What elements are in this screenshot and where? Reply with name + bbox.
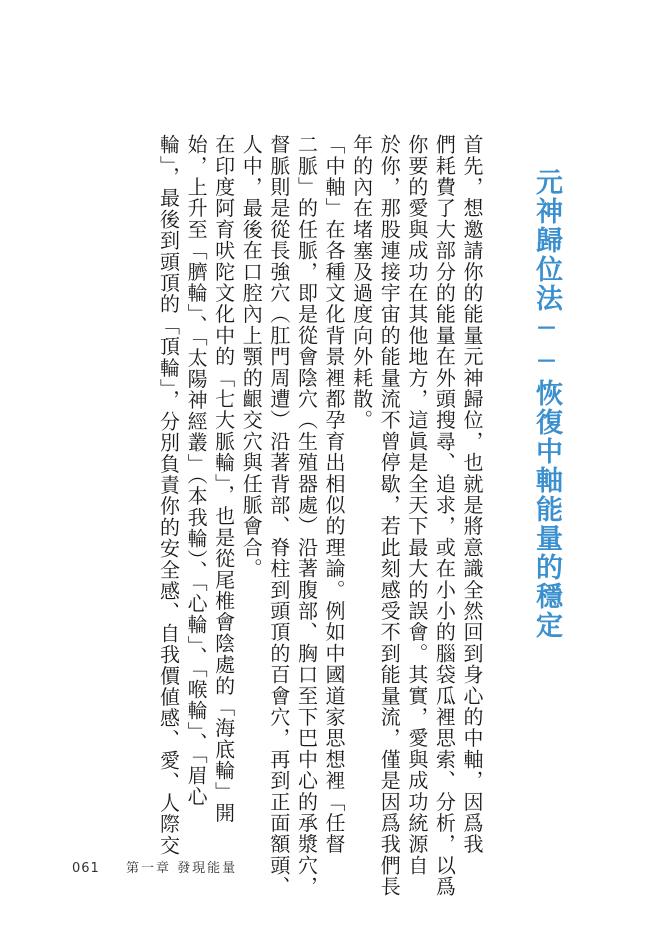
text-line: 督脈則是從長強穴（肛門周遭）沿著背部、脊柱到頭頂的百會穴，再到正面額頭、: [266, 134, 291, 898]
section-title: 元神歸位法──恢復中軸能量的穩定: [531, 168, 562, 640]
text-line: 於你，那股連接宇宙的能量流不曾停歇，若此刻感受不到能量流，僅是因爲我們長: [377, 134, 402, 898]
page-footer: [72, 857, 237, 876]
chapter-title: 第一章 發現能量: [125, 861, 238, 876]
text-line: 們耗費了大部分的能量在外頭搜尋、追求，或在小小的腦袋瓜裡思索、分析，以爲: [432, 134, 457, 898]
text-line: 人中，最後在口腔內上顎的齦交穴與任脈會合。: [239, 134, 264, 580]
text-line: 首先，想邀請你的能量元神歸位，也就是將意識全然回到身心的中軸，因爲我: [460, 134, 484, 855]
text-line: 二脈」的任脈，即是從會陰穴（生殖器處）沿著腹部、胸口至下巴中心的承漿穴，: [294, 134, 319, 898]
text-line: 在印度阿育吠陀文化中的「七大脈輪」，也是從尾椎會陰處的「海底輪」開: [211, 134, 236, 824]
page-number: 061: [72, 861, 100, 876]
text-line: 始，上升至「臍輪」、「太陽神經叢」（本我輪）、「心輪」、「喉輪」、「眉心: [184, 134, 209, 808]
text-line: 輪」，最後到頭頂的「頂輪」，分別負責你的安全感、自我價値感、愛、人際交: [156, 134, 181, 856]
text-line: 年的內在堵塞及過度向外耗散。: [349, 134, 374, 431]
text-line: 你要的愛與成功在其他地方，這眞是全天下最大的誤會。其實，愛與成功統源自: [404, 134, 429, 876]
text-line: 「中軸」在各種文化背景裡都孕育出相似的理論。例如中國道家思想裡「任督: [322, 134, 347, 855]
